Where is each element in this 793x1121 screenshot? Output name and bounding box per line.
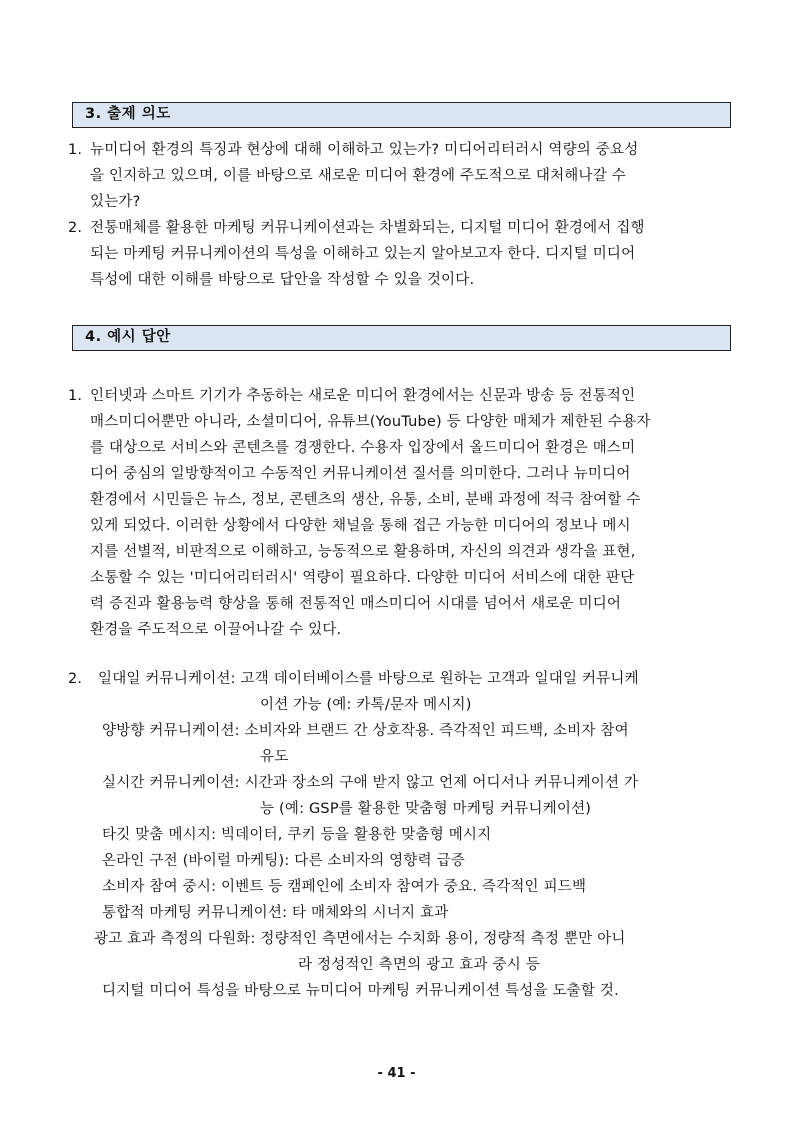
list-item	[68, 137, 732, 215]
feature-continuation: 이션 가능 (예: 카톡/문자 메시지)	[260, 697, 472, 713]
feature-row	[68, 822, 732, 848]
section-3-header: 3. 출제 의도	[72, 102, 731, 128]
feature-row	[68, 874, 732, 900]
text-line: 매스미디어뿐만 아니라, 소셜미디어, 유튜브(YouTube) 등 다양한 매체가 제한된 수용자	[90, 414, 651, 430]
feature-row	[68, 900, 732, 926]
page-number: - 41 -	[377, 1066, 416, 1081]
feature-text: 양방향 커뮤니케이션: 소비자와 브랜드 간 상호작용. 즉각적인 피드백, 소비자 참여	[102, 723, 629, 739]
text-line: 를 대상으로 서비스와 콘텐츠를 경쟁한다. 수용자 입장에서 올드미디어 환경은 매스미	[90, 440, 636, 456]
section-4-header: 4. 예시 답안	[72, 325, 731, 351]
feature-text: 소비자 참여 중시: 이벤트 등 캠페인에 소비자 참여가 중요. 즉각적인 피드백	[102, 879, 587, 895]
section-4-answer-2	[68, 666, 732, 1004]
text-line: 뉴미디어 환경의 특징과 현상에 대해 이해하고 있는가? 미디어리터러시 역량의 중요성	[90, 142, 639, 158]
feature-row	[68, 666, 732, 718]
text-line: 인터넷과 스마트 기기가 추동하는 새로운 미디어 환경에서는 신문과 방송 등 전통적인	[90, 388, 636, 404]
feature-text: 온라인 구전 (바이럴 마케팅): 다른 소비자의 영향력 급증	[102, 853, 466, 869]
item-number: 1.	[68, 388, 83, 404]
text-line: 소통할 수 있는 '미디어리터러시' 역량이 필요하다. 다양한 미디어 서비스에 대한 판단	[90, 570, 635, 586]
section-4-answer-1	[68, 383, 732, 643]
text-line: 력 증진과 활용능력 향상을 통해 전통적인 매스미디어 시대를 넘어서 새로운 미디어	[90, 596, 622, 612]
item-number: 2.	[68, 671, 83, 687]
feature-row	[68, 770, 732, 822]
text-line: 있는가?	[90, 194, 141, 210]
item-number: 2.	[68, 220, 83, 236]
feature-continuation: 유도	[260, 749, 289, 765]
feature-continuation: 라 정성적인 측면의 광고 효과 중시 등	[298, 957, 540, 973]
feature-text: 실시간 커뮤니케이션: 시간과 장소의 구애 받지 않고 언제 어디서나 커뮤니케이션 가	[102, 775, 639, 791]
feature-row	[68, 848, 732, 874]
text-line: 있게 되었다. 이러한 상황에서 다양한 채널을 통해 접근 가능한 미디어의 정보나 메시	[90, 518, 631, 534]
text-line: 되는 마케팅 커뮤니케이션의 특성을 이해하고 있는지 알아보고자 한다. 디지털 미디어	[90, 246, 636, 262]
section-3-body	[68, 137, 732, 293]
feature-text: 일대일 커뮤니케이션: 고객 데이터베이스를 바탕으로 원하는 고객과 일대일 커뮤니케	[98, 671, 639, 687]
feature-text: 타깃 맞춤 메시지: 빅데이터, 쿠키 등을 활용한 맞춤형 메시지	[102, 827, 492, 843]
feature-text: 통합적 마케팅 커뮤니케이션: 타 매체와의 시너지 효과	[102, 905, 449, 921]
text-line: 디어 중심의 일방향적이고 수동적인 커뮤니케이션 질서를 의미한다. 그러나 뉴미디어	[90, 466, 631, 482]
text-line: 전통매체를 활용한 마케팅 커뮤니케이션과는 차별화되는, 디지털 미디어 환경에서 집행	[90, 220, 645, 236]
text-line: 환경을 주도적으로 이끌어나갈 수 있다.	[90, 622, 342, 638]
feature-text: 디지털 미디어 특성을 바탕으로 뉴미디어 마케팅 커뮤니케이션 특성을 도출할 것.	[102, 983, 619, 999]
text-line: 특성에 대한 이해를 바탕으로 답안을 작성할 수 있을 것이다.	[90, 272, 475, 288]
feature-row	[68, 926, 732, 978]
list-item	[68, 383, 732, 643]
list-item	[68, 215, 732, 293]
feature-row	[68, 978, 732, 1004]
text-line: 을 인지하고 있으며, 이를 바탕으로 새로운 미디어 환경에 주도적으로 대처해나갈 수	[90, 168, 626, 184]
feature-row	[68, 718, 732, 770]
text-line: 지를 선별적, 비판적으로 이해하고, 능동적으로 활용하며, 자신의 의견과 생각을 표현,	[90, 544, 636, 560]
feature-text: 광고 효과 측정의 다원화: 정량적인 측면에서는 수치화 용이, 정량적 측정 뿐만 아니	[94, 931, 626, 947]
feature-continuation: 능 (예: GSP를 활용한 맞춤형 마케팅 커뮤니케이션)	[260, 801, 592, 817]
text-line: 환경에서 시민들은 뉴스, 정보, 콘텐츠의 생산, 유통, 소비, 분배 과정에 적극 참여할 수	[90, 492, 641, 508]
item-number: 1.	[68, 142, 83, 158]
